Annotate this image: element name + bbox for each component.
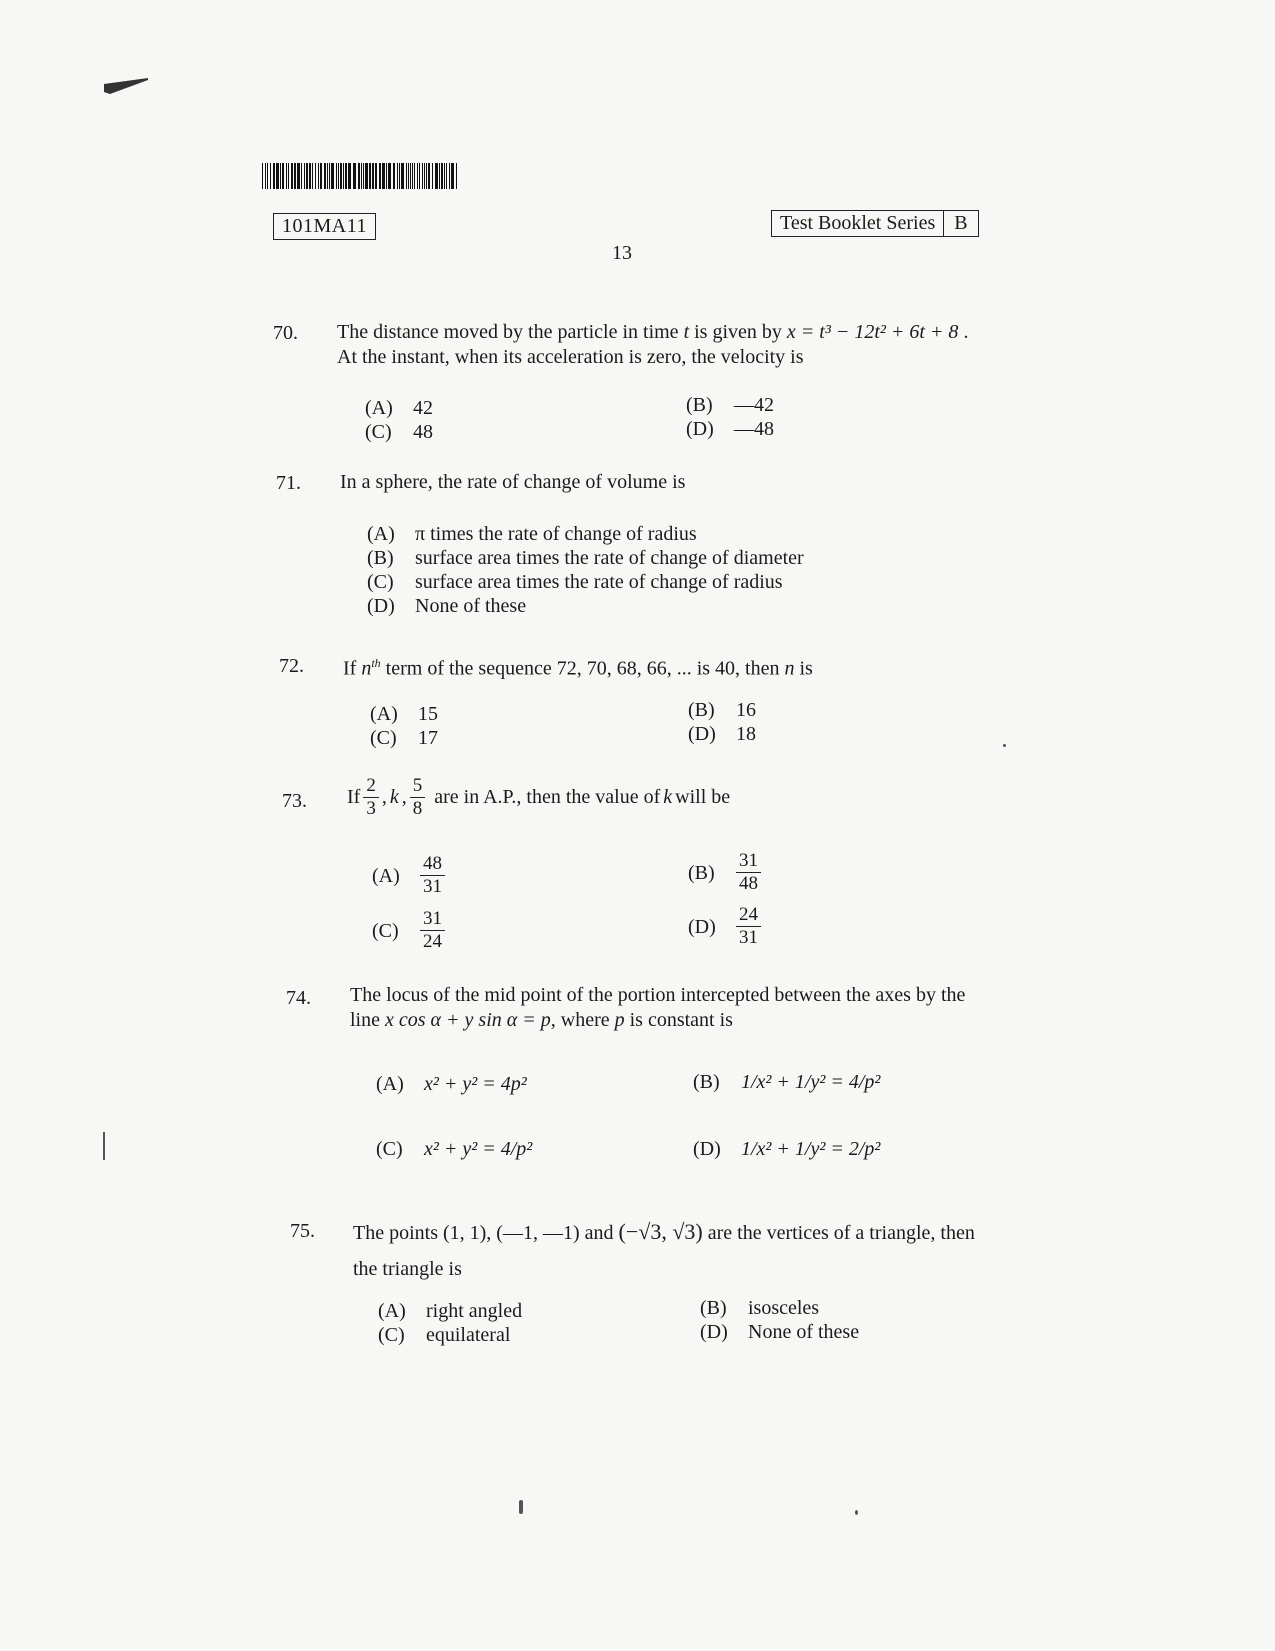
barcode-bar [309,163,311,189]
option-label: (C) [376,1138,403,1160]
option-label: (C) [378,1324,405,1346]
barcode-bar [265,163,266,189]
fraction-numerator: 31 [420,908,445,931]
option [376,1137,532,1161]
option-label: (A) [378,1300,406,1322]
variable: t [683,321,690,343]
barcode-bar [301,163,302,189]
barcode-bar [393,163,395,189]
variable: k [389,786,399,808]
barcode-bar [401,163,404,189]
option-value: isosceles [748,1297,820,1319]
points: (−√3, √3) [618,1219,703,1244]
scan-speck [855,1510,858,1515]
option-label: (C) [370,727,397,749]
fraction-denominator: 8 [412,798,423,819]
barcode-bar [422,163,423,189]
scan-corner-mark [104,78,150,96]
option [370,726,438,750]
option-value: None of these [415,595,527,617]
barcode-bar [386,163,387,189]
option-value: surface area times the rate of change of radius [415,571,783,593]
option-value: 42 [413,397,433,419]
barcode-bar [388,163,391,189]
fraction [410,775,426,820]
barcode-bar [408,163,409,189]
option-value: x² + y² = 4p² [424,1073,527,1095]
question-70-text: The distance moved by the particle in time t is given by x = t³ − 12t² + 6t + 8 . At the instant, when its acceleration is zero, the velocity is [337,321,969,368]
barcode-bar [345,163,347,189]
question-text: The points (1, 1), (—1, —1) and [353,1222,619,1244]
barcode-bar [343,163,344,189]
question-text: If [347,786,361,808]
option-label: (D) [693,1138,721,1160]
question-74-text [350,983,1030,1033]
question-number: 71. [276,472,301,494]
barcode-bar [324,163,326,189]
question-75-text [353,1214,1033,1287]
barcode-bar [365,163,368,189]
barcode-bar [419,163,420,189]
question-number: 74. [286,987,311,1009]
fraction-denominator: 48 [739,873,758,894]
option [700,1320,859,1344]
barcode-bar [273,163,275,189]
question-text: is constant is [624,1009,733,1031]
barcode-bar [414,163,415,189]
barcode-bar [372,163,374,189]
option [686,393,774,417]
variable: k [663,786,673,808]
barcode-bar [329,163,330,189]
barcode-bar [320,163,322,189]
option-value: 48 [413,421,433,443]
barcode-bar [379,163,381,189]
barcode-bar [353,163,356,189]
fraction-numerator: 48 [420,853,445,876]
barcode-bar [286,163,287,189]
scan-speck [1003,744,1006,747]
fraction-numerator: 5 [410,775,426,798]
option-label: (A) [372,864,400,887]
barcode-bar [336,163,337,189]
barcode-bar [417,163,418,189]
scan-speck [103,1132,105,1160]
question-73-text: If $\frac{2}{3}$ , k , $\frac{5}{8}$ are in A.P., then the value of k will be [347,775,731,819]
barcode-bar [426,163,427,189]
fraction [363,775,379,820]
barcode-bar [280,163,281,189]
option-label: (B) [367,547,394,569]
question-text: , where [550,1009,615,1031]
option-value: π times the rate of change of radius [415,523,697,545]
option-label: (B) [693,1071,720,1093]
variable: n [784,657,795,680]
option-label: (A) [370,703,398,725]
option [365,420,433,444]
option [372,908,445,953]
option [367,546,804,570]
barcode-bar [270,163,271,189]
barcode-bar [282,163,284,189]
barcode-bar [406,163,407,189]
option [367,594,526,618]
fraction-denominator: 31 [423,876,442,897]
option-label: (A) [365,397,393,419]
barcode-bar [446,163,447,189]
question-72-text [343,651,813,682]
option-value: 18 [736,723,756,745]
fraction-denominator: 24 [423,931,442,952]
barcode-bar [456,163,457,189]
barcode-bar [315,163,316,189]
option [367,522,697,546]
question-text: If [343,657,362,680]
option [688,722,756,746]
barcode-bar [397,163,398,189]
option [700,1296,819,1320]
paper-code-box: 101MA11 [273,213,376,240]
option [376,1072,527,1096]
option-value: —48 [734,418,774,440]
barcode-bar [331,163,334,189]
option [370,702,438,726]
option [686,417,774,441]
barcode-bar [424,163,425,189]
barcode-bar [375,163,377,189]
option [365,396,433,420]
option [378,1299,522,1323]
question-number: 75. [290,1220,315,1242]
question-text: term of the sequence 72, 70, 68, 66, ... is 40, then [380,657,785,680]
option [688,698,756,722]
option-label: (B) [688,699,715,721]
barcode-bar [363,163,364,189]
option-value: right angled [426,1300,523,1322]
option [372,853,445,898]
option-label: (C) [365,421,392,443]
fraction-numerator: 31 [736,850,761,873]
fraction [736,904,761,949]
fraction [736,850,761,895]
barcode-bar [304,163,305,189]
option-value: 1/x² + 1/y² = 2/p² [741,1138,881,1160]
option-label: (D) [688,723,716,745]
superscript: th [371,656,381,670]
barcode-bar [399,163,400,189]
series-letter: B [943,211,977,236]
fraction [420,908,445,953]
barcode-bar [412,163,413,189]
barcode-bar [291,163,293,189]
question-number: 70. [273,322,298,344]
option-value: 16 [736,699,756,721]
barcode-bar [410,163,411,189]
question-text: will be [675,786,731,808]
question-number: 73. [282,790,307,812]
barcode-bar [449,163,450,189]
barcode-bar [306,163,308,189]
equation: x cos α + y sin α = p [385,1009,551,1031]
option-value: surface area times the rate of change of diameter [415,547,804,569]
option-value: 15 [418,703,438,725]
barcode-bar [428,163,430,189]
barcode-bar [435,163,438,189]
variable: p [614,1009,625,1031]
option-label: (A) [376,1073,404,1095]
option-label: (D) [688,915,716,938]
barcode-bar [432,163,433,189]
question-text: is given by [689,321,787,343]
option-value: 1/x² + 1/y² = 4/p² [741,1071,881,1093]
question-text: The distance moved by the particle in time [337,321,684,343]
barcode-bar [441,163,443,189]
test-booklet-series-box [771,210,979,237]
barcode-bar [267,163,268,189]
barcode-bar [340,163,342,189]
option-label: (B) [688,861,715,884]
question-text: The locus of the mid point of the portion intercepted between the axes by the [350,984,966,1006]
scan-speck [519,1500,523,1514]
option-label: (D) [700,1321,728,1343]
option [688,850,761,895]
fraction-numerator: 2 [363,775,379,798]
question-text: line [350,1009,385,1031]
variable: n [361,657,372,680]
barcode-bar [276,163,279,189]
question-text: is [794,657,813,680]
barcode-bar [327,163,328,189]
barcode-bar [439,163,440,189]
page-number: 13 [612,242,632,264]
option [688,904,761,949]
option-label: (A) [367,523,395,545]
equation: x = t³ − 12t² + 6t + 8 [786,321,959,343]
barcode-bar [444,163,445,189]
option [378,1323,510,1347]
question-number: 72. [279,655,304,677]
barcode-bar [358,163,360,189]
question-text: At the instant, when its acceleration is zero, the velocity is [337,346,804,368]
fraction [420,853,445,898]
barcode-bar [382,163,385,189]
barcode-bar [288,163,289,189]
option-label: (D) [367,595,395,617]
option-label: (B) [700,1297,727,1319]
option [693,1070,880,1094]
option-label: (C) [367,571,394,593]
barcode [262,163,462,189]
option-label: (D) [686,418,714,440]
series-label: Test Booklet Series [780,212,936,234]
barcode-bar [361,163,362,189]
option-label: (B) [686,394,713,416]
fraction-denominator: 31 [739,927,758,948]
question-text: are in A.P., then the value of [434,786,661,808]
question-text: are the vertices of a triangle, then [702,1222,975,1244]
option-value: None of these [748,1321,860,1343]
option [693,1137,880,1161]
question-71-text: In a sphere, the rate of change of volume is [340,471,686,493]
barcode-bar [318,163,319,189]
fraction-numerator: 24 [736,904,761,927]
barcode-bar [312,163,313,189]
option-value: x² + y² = 4/p² [424,1138,533,1160]
barcode-bar [262,163,263,189]
option-value: equilateral [426,1324,511,1346]
barcode-bar [297,163,300,189]
option-label: (C) [372,919,399,942]
option-value: 17 [418,727,438,749]
option-value: —42 [734,394,774,416]
barcode-bar [294,163,296,189]
option [367,570,783,594]
barcode-bar [451,163,454,189]
barcode-bar [369,163,371,189]
fraction-denominator: 3 [366,798,376,819]
barcode-bar [348,163,351,189]
barcode-bar [338,163,339,189]
question-text: the triangle is [353,1258,462,1280]
